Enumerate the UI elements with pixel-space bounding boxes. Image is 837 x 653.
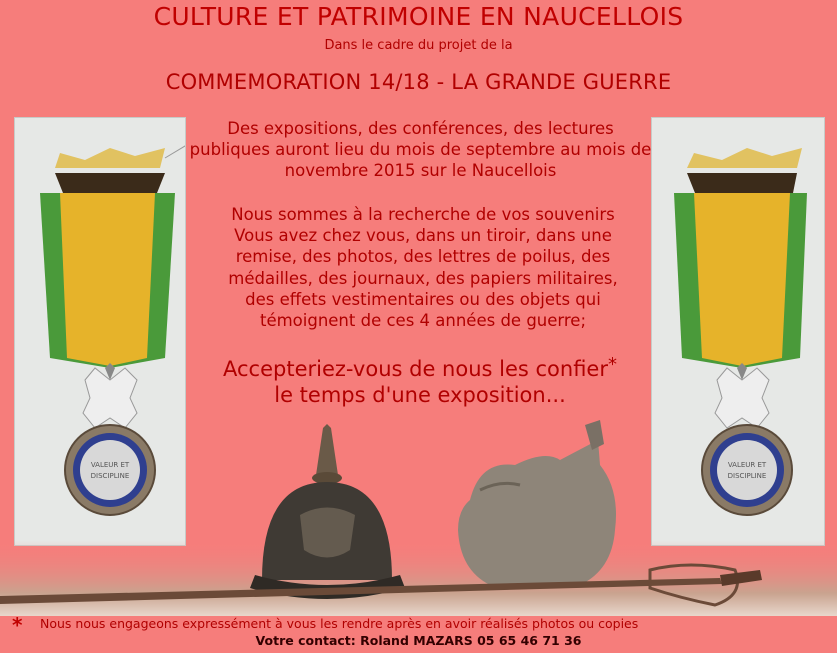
question-text [190,352,650,408]
medal-inscription-line2-right: DISCIPLINE [727,472,767,480]
question-line1: Accepteriez-vous de nous les confier [223,357,608,381]
question-line2: le temps d'une exposition... [274,383,566,407]
artifacts-photo [0,420,837,616]
search-paragraph-line: Vous avez chez vous, dans un tiroir, dans une [234,226,612,246]
search-paragraph-line: témoignent de ces 4 années de guerre; [259,311,587,331]
contact-line: Votre contact: Roland MAZARS 05 65 46 71 36 [255,633,582,648]
intro-paragraph: Des expositions, des conférences, des lectures publiques auront lieu du mois de septembre au mois de novembre 2015 sur le Naucellois [189,119,652,181]
page-subtitle: Dans le cadre du projet de la [324,38,513,53]
footer-note-text: Nous nous engageons expressément à vous les rendre après en avoir réalisés photos ou copies [40,616,639,631]
search-paragraph [188,204,658,331]
commemoration-heading: COMMEMORATION 14/18 - LA GRANDE GUERRE [165,70,672,94]
artifacts-illustration [0,420,837,616]
page-title: CULTURE ET PATRIMOINE EN NAUCELLOIS [153,2,684,31]
medal-inscription-line1-right: VALEUR ET [727,461,767,469]
search-paragraph-line: des effets vestimentaires ou des objets qui [245,289,601,309]
medal-inscription-line1-left: VALEUR ET [90,461,130,469]
footer-asterisk: * [12,613,23,637]
search-paragraph-line: remise, des photos, des lettres de poilus, des [235,247,611,267]
search-paragraph-line: Nous sommes à la recherche de vos souvenirs [231,205,615,224]
search-paragraph-line: médailles, des journaux, des papiers militaires, [228,268,618,288]
question-asterisk: * [607,354,617,375]
medal-inscription-line2-left: DISCIPLINE [90,472,130,480]
